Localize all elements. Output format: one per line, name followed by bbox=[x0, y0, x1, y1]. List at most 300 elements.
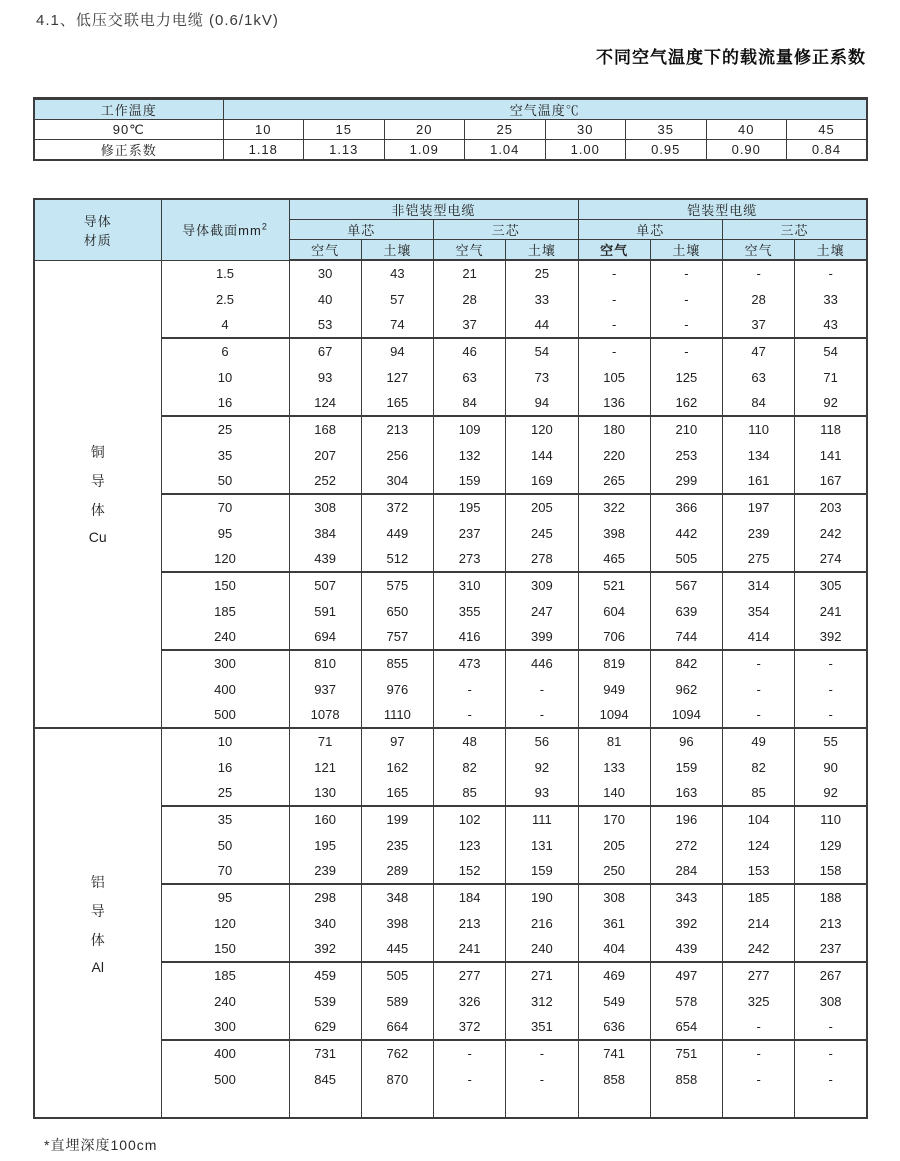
value-cell: - bbox=[795, 1014, 867, 1040]
value-cell: 161 bbox=[723, 468, 795, 494]
value-cell: 354 bbox=[723, 598, 795, 624]
value-cell: 93 bbox=[506, 780, 578, 806]
value-cell: 152 bbox=[434, 858, 506, 884]
correction-table-caption: 不同空气温度下的载流量修正系数 bbox=[596, 48, 866, 67]
value-cell: 47 bbox=[723, 338, 795, 364]
value-cell: 235 bbox=[361, 832, 433, 858]
material-char: 铜 bbox=[90, 444, 105, 461]
value-cell: 237 bbox=[434, 520, 506, 546]
value-cell: 159 bbox=[434, 468, 506, 494]
value-cell: 575 bbox=[361, 572, 433, 598]
value-cell: 361 bbox=[578, 910, 650, 936]
value-cell: 85 bbox=[723, 780, 795, 806]
value-cell: 252 bbox=[289, 468, 361, 494]
value-cell: - bbox=[795, 1066, 867, 1092]
spacer-cell bbox=[795, 1092, 867, 1118]
value-cell: 309 bbox=[506, 572, 578, 598]
value-cell: 43 bbox=[361, 260, 433, 286]
value-cell: 757 bbox=[361, 624, 433, 650]
value-cell: - bbox=[506, 1040, 578, 1066]
value-cell: 190 bbox=[506, 884, 578, 910]
material-char: 体 bbox=[90, 502, 105, 519]
value-cell: 465 bbox=[578, 546, 650, 572]
value-cell: 304 bbox=[361, 468, 433, 494]
value-cell: 654 bbox=[650, 1014, 722, 1040]
temp-value-cell: 25 bbox=[465, 120, 546, 140]
header-armored-three-core: 三芯 bbox=[723, 220, 868, 240]
value-cell: 497 bbox=[650, 962, 722, 988]
value-cell: - bbox=[795, 1040, 867, 1066]
value-cell: 37 bbox=[723, 312, 795, 338]
value-cell: 170 bbox=[578, 806, 650, 832]
size-cell: 95 bbox=[161, 520, 289, 546]
value-cell: 299 bbox=[650, 468, 722, 494]
value-cell: 355 bbox=[434, 598, 506, 624]
value-cell: 84 bbox=[434, 390, 506, 416]
value-cell: 92 bbox=[506, 754, 578, 780]
value-cell: 63 bbox=[723, 364, 795, 390]
header-air-3: 空气 bbox=[578, 240, 650, 261]
value-cell: 267 bbox=[795, 962, 867, 988]
cross-section-label: 导体截面mm bbox=[182, 223, 262, 239]
header-armored-single-core: 单芯 bbox=[578, 220, 723, 240]
temp-value-cell: 45 bbox=[787, 120, 868, 140]
value-cell: 639 bbox=[650, 598, 722, 624]
value-cell: 71 bbox=[795, 364, 867, 390]
size-cell: 50 bbox=[161, 832, 289, 858]
value-cell: 731 bbox=[289, 1040, 361, 1066]
value-cell: 105 bbox=[578, 364, 650, 390]
value-cell: 845 bbox=[289, 1066, 361, 1092]
value-cell: 398 bbox=[361, 910, 433, 936]
value-cell: 591 bbox=[289, 598, 361, 624]
value-cell: 278 bbox=[506, 546, 578, 572]
value-cell: 1110 bbox=[361, 702, 433, 728]
value-cell: 567 bbox=[650, 572, 722, 598]
value-cell: 521 bbox=[578, 572, 650, 598]
value-cell: 160 bbox=[289, 806, 361, 832]
value-cell: 214 bbox=[723, 910, 795, 936]
material-char: 导 bbox=[90, 473, 105, 490]
factor-value-cell: 1.09 bbox=[384, 140, 465, 161]
header-unarmored-single-core: 单芯 bbox=[289, 220, 434, 240]
value-cell: - bbox=[578, 312, 650, 338]
value-cell: 275 bbox=[723, 546, 795, 572]
value-cell: 239 bbox=[289, 858, 361, 884]
value-cell: - bbox=[795, 676, 867, 702]
value-cell: 153 bbox=[723, 858, 795, 884]
header-air-2: 空气 bbox=[434, 240, 506, 261]
size-cell: 50 bbox=[161, 468, 289, 494]
value-cell: 298 bbox=[289, 884, 361, 910]
value-cell: - bbox=[506, 676, 578, 702]
table-row bbox=[34, 728, 867, 754]
value-cell: 30 bbox=[289, 260, 361, 286]
value-cell: 44 bbox=[506, 312, 578, 338]
value-cell: 54 bbox=[795, 338, 867, 364]
value-cell: 277 bbox=[434, 962, 506, 988]
material-char: 体 bbox=[90, 931, 105, 948]
value-cell: 123 bbox=[434, 832, 506, 858]
size-cell: 35 bbox=[161, 806, 289, 832]
value-cell: 97 bbox=[361, 728, 433, 754]
value-cell: 289 bbox=[361, 858, 433, 884]
value-cell: 129 bbox=[795, 832, 867, 858]
temperature-row bbox=[34, 120, 867, 140]
value-cell: 163 bbox=[650, 780, 722, 806]
value-cell: 213 bbox=[434, 910, 506, 936]
size-cell: 25 bbox=[161, 780, 289, 806]
working-temp-header: 工作温度 bbox=[34, 99, 223, 120]
value-cell: 84 bbox=[723, 390, 795, 416]
header-soil-4: 土壤 bbox=[795, 240, 867, 261]
temp-row-label: 90℃ bbox=[34, 120, 223, 140]
header-soil-3: 土壤 bbox=[650, 240, 722, 261]
value-cell: 162 bbox=[650, 390, 722, 416]
header-row-cable-type bbox=[34, 199, 867, 220]
value-cell: 188 bbox=[795, 884, 867, 910]
value-cell: 180 bbox=[578, 416, 650, 442]
size-cell: 150 bbox=[161, 572, 289, 598]
value-cell: 549 bbox=[578, 988, 650, 1014]
temp-value-cell: 15 bbox=[304, 120, 385, 140]
value-cell: 33 bbox=[506, 286, 578, 312]
value-cell: - bbox=[723, 1014, 795, 1040]
value-cell: 185 bbox=[723, 884, 795, 910]
value-cell: 165 bbox=[361, 390, 433, 416]
value-cell: 213 bbox=[795, 910, 867, 936]
value-cell: 937 bbox=[289, 676, 361, 702]
value-cell: 130 bbox=[289, 780, 361, 806]
value-cell: 507 bbox=[289, 572, 361, 598]
value-cell: - bbox=[723, 260, 795, 286]
value-cell: 96 bbox=[650, 728, 722, 754]
value-cell: 404 bbox=[578, 936, 650, 962]
size-cell: 500 bbox=[161, 702, 289, 728]
value-cell: 1094 bbox=[578, 702, 650, 728]
size-cell: 1.5 bbox=[161, 260, 289, 286]
value-cell: - bbox=[434, 1066, 506, 1092]
value-cell: 125 bbox=[650, 364, 722, 390]
size-cell: 70 bbox=[161, 858, 289, 884]
value-cell: 104 bbox=[723, 806, 795, 832]
value-cell: 210 bbox=[650, 416, 722, 442]
header-soil-2: 土壤 bbox=[506, 240, 578, 261]
size-cell: 95 bbox=[161, 884, 289, 910]
value-cell: 49 bbox=[723, 728, 795, 754]
value-cell: 1094 bbox=[650, 702, 722, 728]
value-cell: 310 bbox=[434, 572, 506, 598]
cross-section-column-header bbox=[161, 199, 289, 260]
factor-value-cell: 1.18 bbox=[223, 140, 304, 161]
spacer-cell bbox=[506, 1092, 578, 1118]
value-cell: 28 bbox=[434, 286, 506, 312]
size-cell: 400 bbox=[161, 1040, 289, 1066]
spacer-cell bbox=[361, 1092, 433, 1118]
value-cell: 392 bbox=[650, 910, 722, 936]
value-cell: 578 bbox=[650, 988, 722, 1014]
value-cell: 810 bbox=[289, 650, 361, 676]
material-header-line1: 导体 bbox=[83, 213, 112, 229]
value-cell: 144 bbox=[506, 442, 578, 468]
value-cell: 121 bbox=[289, 754, 361, 780]
ampacity-table-body bbox=[34, 260, 867, 1118]
material-column-header bbox=[34, 199, 161, 260]
value-cell: 92 bbox=[795, 390, 867, 416]
value-cell: 63 bbox=[434, 364, 506, 390]
air-temp-header: 空气温度℃ bbox=[223, 99, 867, 120]
spacer-cell bbox=[723, 1092, 795, 1118]
value-cell: 82 bbox=[723, 754, 795, 780]
material-char: Al bbox=[91, 958, 104, 975]
value-cell: 205 bbox=[578, 832, 650, 858]
value-cell: 392 bbox=[289, 936, 361, 962]
size-cell: 240 bbox=[161, 624, 289, 650]
ampacity-table bbox=[33, 198, 868, 1119]
factor-row bbox=[34, 140, 867, 161]
spacer-cell bbox=[289, 1092, 361, 1118]
value-cell: 629 bbox=[289, 1014, 361, 1040]
value-cell: 855 bbox=[361, 650, 433, 676]
header-unarmored-three-core: 三芯 bbox=[434, 220, 579, 240]
value-cell: - bbox=[723, 1040, 795, 1066]
value-cell: 40 bbox=[289, 286, 361, 312]
value-cell: 93 bbox=[289, 364, 361, 390]
value-cell: 162 bbox=[361, 754, 433, 780]
size-cell: 300 bbox=[161, 650, 289, 676]
value-cell: 199 bbox=[361, 806, 433, 832]
value-cell: 439 bbox=[650, 936, 722, 962]
ampacity-table-header bbox=[34, 199, 867, 260]
value-cell: 505 bbox=[361, 962, 433, 988]
value-cell: 195 bbox=[434, 494, 506, 520]
value-cell: 962 bbox=[650, 676, 722, 702]
value-cell: 636 bbox=[578, 1014, 650, 1040]
value-cell: 110 bbox=[723, 416, 795, 442]
value-cell: 442 bbox=[650, 520, 722, 546]
value-cell: 312 bbox=[506, 988, 578, 1014]
material-label-cu bbox=[34, 260, 161, 728]
value-cell: 366 bbox=[650, 494, 722, 520]
value-cell: 43 bbox=[795, 312, 867, 338]
factor-value-cell: 1.04 bbox=[465, 140, 546, 161]
value-cell: 241 bbox=[434, 936, 506, 962]
value-cell: - bbox=[723, 1066, 795, 1092]
value-cell: 33 bbox=[795, 286, 867, 312]
value-cell: 308 bbox=[795, 988, 867, 1014]
value-cell: - bbox=[506, 1066, 578, 1092]
value-cell: 92 bbox=[795, 780, 867, 806]
value-cell: 512 bbox=[361, 546, 433, 572]
value-cell: 118 bbox=[795, 416, 867, 442]
value-cell: 134 bbox=[723, 442, 795, 468]
value-cell: 140 bbox=[578, 780, 650, 806]
value-cell: 314 bbox=[723, 572, 795, 598]
value-cell: - bbox=[795, 702, 867, 728]
size-cell: 240 bbox=[161, 988, 289, 1014]
value-cell: 53 bbox=[289, 312, 361, 338]
size-cell: 16 bbox=[161, 390, 289, 416]
header-air-1: 空气 bbox=[289, 240, 361, 261]
value-cell: 1078 bbox=[289, 702, 361, 728]
factor-value-cell: 1.00 bbox=[545, 140, 626, 161]
value-cell: 109 bbox=[434, 416, 506, 442]
correction-header-row bbox=[34, 99, 867, 120]
value-cell: 308 bbox=[289, 494, 361, 520]
value-cell: 141 bbox=[795, 442, 867, 468]
value-cell: 21 bbox=[434, 260, 506, 286]
value-cell: 272 bbox=[650, 832, 722, 858]
value-cell: 158 bbox=[795, 858, 867, 884]
value-cell: 132 bbox=[434, 442, 506, 468]
value-cell: - bbox=[434, 676, 506, 702]
value-cell: 71 bbox=[289, 728, 361, 754]
factor-row-label: 修正系数 bbox=[34, 140, 223, 161]
value-cell: 159 bbox=[650, 754, 722, 780]
factor-value-cell: 1.13 bbox=[304, 140, 385, 161]
size-cell: 120 bbox=[161, 910, 289, 936]
value-cell: 842 bbox=[650, 650, 722, 676]
temp-value-cell: 40 bbox=[706, 120, 787, 140]
value-cell: 539 bbox=[289, 988, 361, 1014]
value-cell: 81 bbox=[578, 728, 650, 754]
value-cell: 445 bbox=[361, 936, 433, 962]
header-soil-1: 土壤 bbox=[361, 240, 433, 261]
value-cell: 94 bbox=[361, 338, 433, 364]
value-cell: 110 bbox=[795, 806, 867, 832]
value-cell: 131 bbox=[506, 832, 578, 858]
value-cell: 741 bbox=[578, 1040, 650, 1066]
value-cell: 111 bbox=[506, 806, 578, 832]
value-cell: 102 bbox=[434, 806, 506, 832]
value-cell: - bbox=[650, 312, 722, 338]
value-cell: 73 bbox=[506, 364, 578, 390]
size-cell: 4 bbox=[161, 312, 289, 338]
value-cell: 124 bbox=[289, 390, 361, 416]
value-cell: 277 bbox=[723, 962, 795, 988]
value-cell: 195 bbox=[289, 832, 361, 858]
value-cell: - bbox=[578, 260, 650, 286]
size-cell: 16 bbox=[161, 754, 289, 780]
size-cell: 6 bbox=[161, 338, 289, 364]
value-cell: - bbox=[434, 1040, 506, 1066]
value-cell: 949 bbox=[578, 676, 650, 702]
value-cell: 372 bbox=[434, 1014, 506, 1040]
value-cell: 197 bbox=[723, 494, 795, 520]
value-cell: 168 bbox=[289, 416, 361, 442]
header-unarmored: 非铠装型电缆 bbox=[289, 199, 578, 220]
value-cell: 273 bbox=[434, 546, 506, 572]
size-cell: 300 bbox=[161, 1014, 289, 1040]
value-cell: 348 bbox=[361, 884, 433, 910]
size-cell: 35 bbox=[161, 442, 289, 468]
value-cell: 167 bbox=[795, 468, 867, 494]
value-cell: 256 bbox=[361, 442, 433, 468]
value-cell: 446 bbox=[506, 650, 578, 676]
value-cell: 48 bbox=[434, 728, 506, 754]
value-cell: 414 bbox=[723, 624, 795, 650]
value-cell: 694 bbox=[289, 624, 361, 650]
value-cell: 351 bbox=[506, 1014, 578, 1040]
value-cell: 325 bbox=[723, 988, 795, 1014]
material-header-line2: 材质 bbox=[83, 232, 112, 248]
value-cell: 216 bbox=[506, 910, 578, 936]
size-cell: 500 bbox=[161, 1066, 289, 1092]
value-cell: - bbox=[795, 650, 867, 676]
value-cell: 82 bbox=[434, 754, 506, 780]
size-cell: 120 bbox=[161, 546, 289, 572]
value-cell: 976 bbox=[361, 676, 433, 702]
value-cell: - bbox=[434, 702, 506, 728]
value-cell: 203 bbox=[795, 494, 867, 520]
value-cell: 305 bbox=[795, 572, 867, 598]
value-cell: 239 bbox=[723, 520, 795, 546]
cross-section-sup: 2 bbox=[261, 221, 268, 232]
size-cell: 10 bbox=[161, 728, 289, 754]
value-cell: 399 bbox=[506, 624, 578, 650]
value-cell: 67 bbox=[289, 338, 361, 364]
value-cell: 196 bbox=[650, 806, 722, 832]
value-cell: 706 bbox=[578, 624, 650, 650]
value-cell: 398 bbox=[578, 520, 650, 546]
factor-value-cell: 0.95 bbox=[626, 140, 707, 161]
spacer-cell bbox=[650, 1092, 722, 1118]
value-cell: - bbox=[723, 650, 795, 676]
value-cell: 343 bbox=[650, 884, 722, 910]
material-label-al bbox=[34, 728, 161, 1118]
value-cell: 265 bbox=[578, 468, 650, 494]
value-cell: 340 bbox=[289, 910, 361, 936]
value-cell: 762 bbox=[361, 1040, 433, 1066]
size-cell: 2.5 bbox=[161, 286, 289, 312]
value-cell: 241 bbox=[795, 598, 867, 624]
value-cell: - bbox=[506, 702, 578, 728]
value-cell: - bbox=[578, 286, 650, 312]
value-cell: 449 bbox=[361, 520, 433, 546]
spacer-cell bbox=[161, 1092, 289, 1118]
size-cell: 185 bbox=[161, 962, 289, 988]
page-title: 4.1、低压交联电力电缆 (0.6/1kV) bbox=[36, 12, 279, 29]
temp-value-cell: 30 bbox=[545, 120, 626, 140]
size-cell: 185 bbox=[161, 598, 289, 624]
value-cell: 37 bbox=[434, 312, 506, 338]
value-cell: 505 bbox=[650, 546, 722, 572]
value-cell: 94 bbox=[506, 390, 578, 416]
value-cell: 74 bbox=[361, 312, 433, 338]
value-cell: 469 bbox=[578, 962, 650, 988]
temp-value-cell: 35 bbox=[626, 120, 707, 140]
temp-value-cell: 20 bbox=[384, 120, 465, 140]
value-cell: 858 bbox=[650, 1066, 722, 1092]
value-cell: 274 bbox=[795, 546, 867, 572]
factor-value-cell: 0.84 bbox=[787, 140, 868, 161]
size-cell: 10 bbox=[161, 364, 289, 390]
value-cell: - bbox=[578, 338, 650, 364]
value-cell: 207 bbox=[289, 442, 361, 468]
size-cell: 25 bbox=[161, 416, 289, 442]
value-cell: 870 bbox=[361, 1066, 433, 1092]
value-cell: 589 bbox=[361, 988, 433, 1014]
value-cell: 136 bbox=[578, 390, 650, 416]
value-cell: 133 bbox=[578, 754, 650, 780]
value-cell: 120 bbox=[506, 416, 578, 442]
value-cell: 240 bbox=[506, 936, 578, 962]
value-cell: 184 bbox=[434, 884, 506, 910]
value-cell: 392 bbox=[795, 624, 867, 650]
value-cell: 308 bbox=[578, 884, 650, 910]
value-cell: 54 bbox=[506, 338, 578, 364]
table-row bbox=[34, 260, 867, 286]
